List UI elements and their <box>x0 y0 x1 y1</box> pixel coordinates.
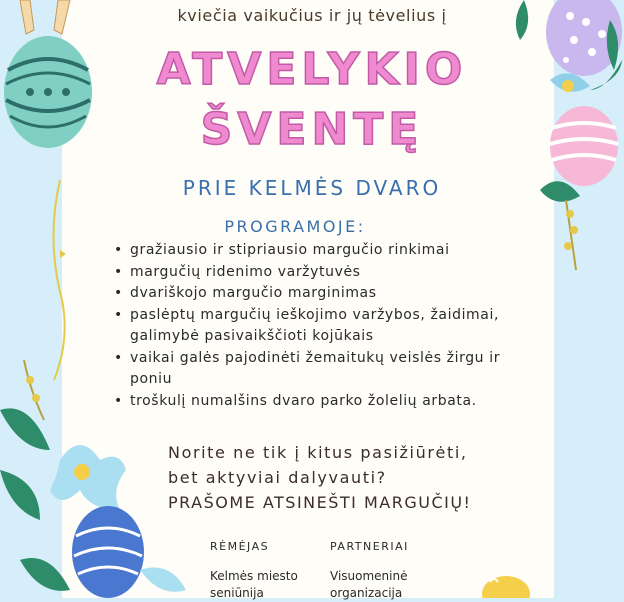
program-item: • vaikai galės pajodinėti žemaitukų veislės žirgu ir poniu <box>112 348 542 391</box>
chick-bottom-right-icon <box>476 570 536 598</box>
program-item: • paslėptų margučių ieškojimo varžybos, žaidimai, galimybė pasivaikščioti kojūkais <box>112 305 542 348</box>
cta-line-1: Norite ne tik į kitus pasižiūrėti, <box>168 443 468 462</box>
location-subtitle: PRIE KELMĖS DVARO <box>182 176 442 200</box>
program-heading: PROGRAMOJE: <box>224 217 366 236</box>
vine-left-icon <box>40 180 80 380</box>
partners-line-1: Visuomeninė <box>330 569 408 583</box>
partners-line-2: organizacija <box>330 586 403 600</box>
cta-line-2: bet aktyviai dalyvauti? <box>168 468 387 487</box>
sponsor-heading: RĖMĖJAS <box>210 540 270 553</box>
program-item: • dvariškojo margučio marginimas <box>112 283 542 305</box>
program-item: • troškulį numalšins dvaro parko žolelių arbata. <box>112 391 542 413</box>
sponsor-line-1: Kelmės miesto <box>210 569 298 583</box>
title-line-2: ŠVENTĘ <box>200 104 424 155</box>
program-list <box>112 240 542 412</box>
sponsor-name <box>210 568 298 602</box>
partners-heading: PARTNERIAI <box>330 540 409 553</box>
partners-name <box>330 568 407 602</box>
title-line-1: ATVELYKIO <box>156 44 468 95</box>
program-item: • margučių ridenimo varžytuvės <box>112 262 542 284</box>
program-item: • gražiausio ir stipriausio margučio rinkimai <box>112 240 542 262</box>
cta-line-3: PRAŠOME ATSINEŠTI MARGUČIŲ! <box>168 493 472 512</box>
sponsor-line-2: seniūnija <box>210 586 264 600</box>
call-to-action <box>168 440 508 515</box>
intro-text: kviečia vaikučius ir jų tėvelius į <box>177 6 447 25</box>
